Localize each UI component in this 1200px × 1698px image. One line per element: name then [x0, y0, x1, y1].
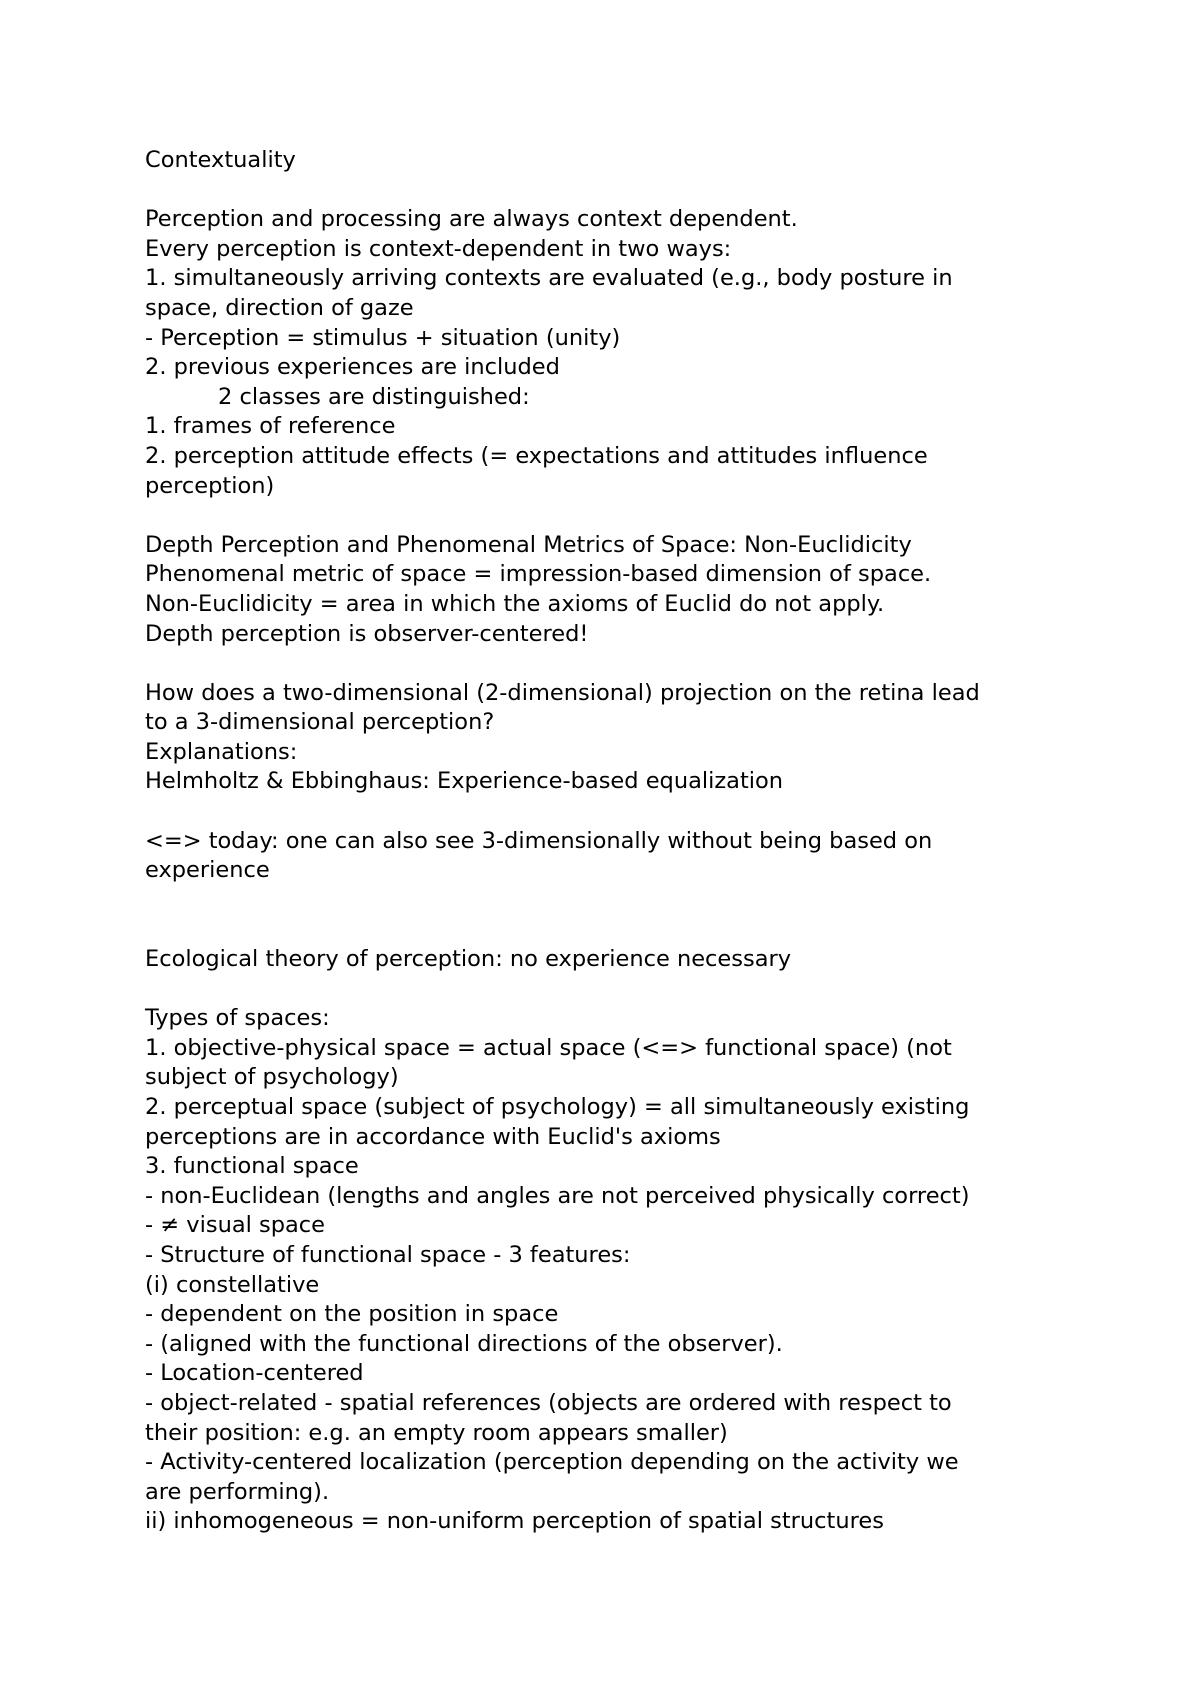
blank-line: [145, 915, 1105, 945]
heading-contextuality: Contextuality: [145, 147, 296, 173]
text-line: ii) inhomogeneous = non-uniform perception of spatial structures: [145, 1508, 884, 1535]
blank-line: [145, 886, 1105, 916]
heading-types-of-spaces: Types of spaces:: [145, 1005, 330, 1032]
text-line: Phenomenal metric of space = impression-based dimension of space.: [145, 561, 932, 588]
heading-depth-perception: Depth Perception and Phenomenal Metrics of Space: Non-Euclidicity: [145, 531, 912, 558]
text-line: 2. previous experiences are included: [145, 354, 560, 381]
text-line: their position: e.g. an empty room appears smaller): [145, 1419, 728, 1446]
text-line: - non-Euclidean (lengths and angles are not perceived physically correct): [145, 1182, 970, 1209]
heading-ecological-theory: Ecological theory of perception: no experience necessary: [145, 946, 792, 973]
text-line: Depth perception is observer-centered!: [145, 620, 589, 647]
document-body: [145, 146, 1105, 1537]
text-line: Perception and processing are always context dependent.: [145, 206, 798, 233]
indented-text-line: 2 classes are distinguished:: [218, 383, 530, 410]
blank-line: [145, 975, 1105, 1005]
text-line: 3. functional space: [145, 1153, 359, 1180]
text-line: Helmholtz & Ebbinghaus: Experience-based equalization: [145, 768, 784, 795]
text-line: Explanations:: [145, 738, 298, 765]
text-line: - Perception = stimulus + situation (unity): [145, 324, 621, 351]
blank-line: [145, 649, 1105, 679]
text-line: 2. perceptual space (subject of psychology) = all simultaneously existing: [145, 1094, 970, 1120]
text-line: How does a two-dimensional (2-dimensional) projection on the retina lead: [145, 679, 980, 706]
blank-line: [145, 797, 1105, 827]
text-line: - Structure of functional space - 3 features:: [145, 1241, 631, 1268]
text-line: <=> today: one can also see 3-dimensionally without being based on: [145, 827, 933, 854]
text-line: space, direction of gaze: [145, 294, 414, 321]
text-line: are performing).: [145, 1478, 330, 1505]
text-line: Every perception is context-dependent in two ways:: [145, 235, 732, 262]
text-line: 1. frames of reference: [145, 413, 396, 440]
text-line: (i) constellative: [145, 1271, 320, 1298]
text-line: - ≠ visual space: [145, 1212, 326, 1239]
text-line: - Activity-centered localization (perception depending on the activity we: [145, 1449, 959, 1476]
text-line: 1. objective-physical space = actual space (<=> functional space) (not: [145, 1034, 952, 1061]
text-line: to a 3-dimensional perception?: [145, 709, 495, 736]
text-line: - (aligned with the functional directions of the observer).: [145, 1330, 783, 1357]
blank-line: [145, 501, 1105, 531]
text-line: 1. simultaneously arriving contexts are evaluated (e.g., body posture in: [145, 265, 953, 292]
blank-line: [145, 176, 1105, 206]
text-line: 2. perception attitude effects (= expectations and attitudes influence: [145, 442, 928, 469]
text-line: perception): [145, 472, 275, 499]
text-line: - object-related - spatial references (objects are ordered with respect to: [145, 1389, 952, 1416]
text-line: experience: [145, 857, 270, 884]
text-line: perceptions are in accordance with Euclid's axioms: [145, 1123, 721, 1150]
text-line: Non-Euclidicity = area in which the axioms of Euclid do not apply.: [145, 590, 885, 617]
text-line: - dependent on the position in space: [145, 1301, 559, 1328]
text-line: subject of psychology): [145, 1064, 399, 1091]
text-line: - Location-centered: [145, 1360, 364, 1387]
